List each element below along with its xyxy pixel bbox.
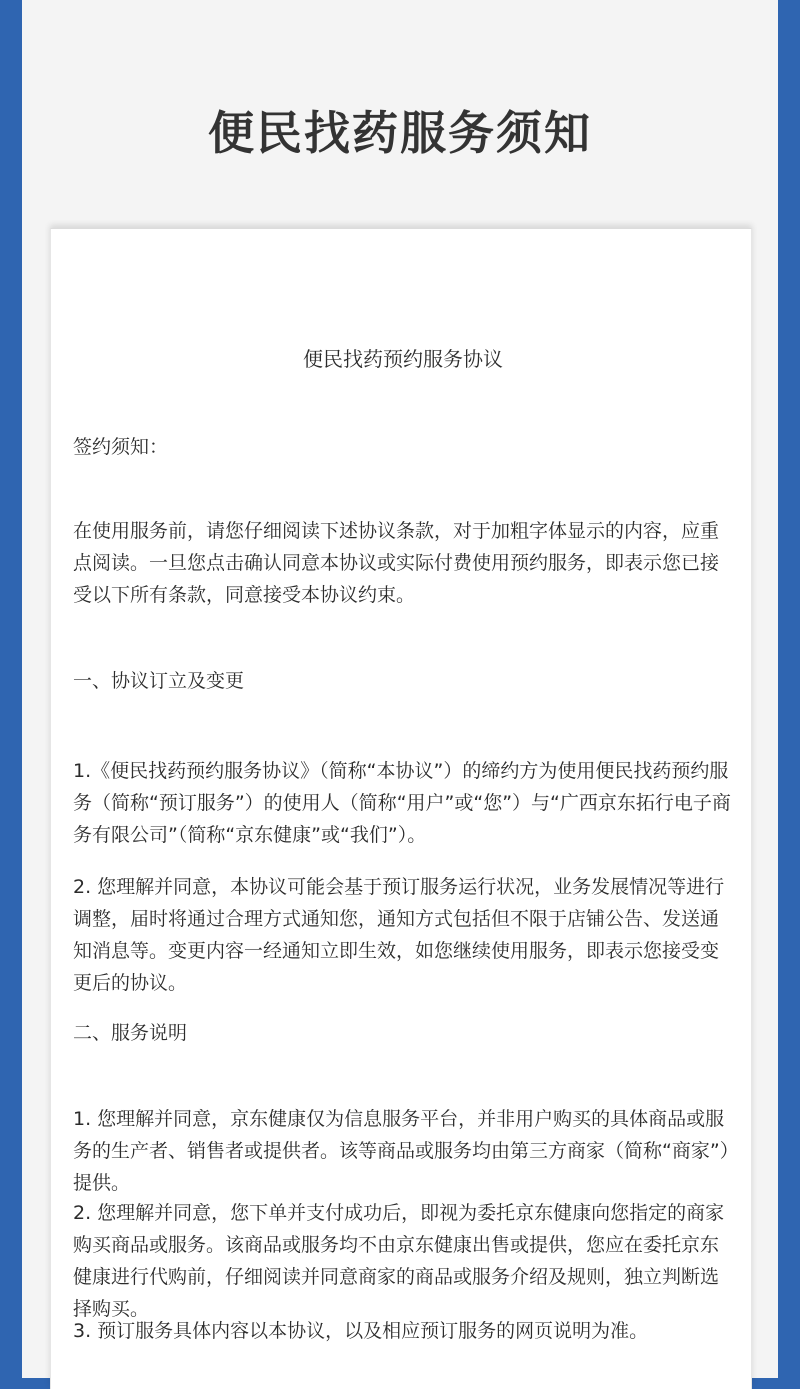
page-background bbox=[22, 0, 778, 1378]
clause-2-1: 1. 您理解并同意，京东健康仅为信息服务平台，并非用户购买的具体商品或服务的生产者、销售者或提供者。该等商品或服务均由第三方商家（简称“商家”）提供。 bbox=[73, 1108, 730, 1194]
section-heading-1: 一、协议订立及变更 bbox=[73, 670, 245, 692]
clause-2-2: 2. 您理解并同意，您下单并支付成功后，即视为委托京东健康向您指定的商家购买商品或服务。该商品或服务均不由京东健康出售或提供，您应在委托京东健康进行代购前，仔细阅读并同意商家的商品或服务介绍及规则，独立判断选择购买。 bbox=[73, 1202, 725, 1320]
clause-2-3: 3. 预订服务具体内容以本协议，以及相应预订服务的网页说明为准。 bbox=[73, 1320, 649, 1342]
agreement-title: 便民找药预约服务协议 bbox=[303, 347, 503, 371]
clause-1-2: 2. 您理解并同意，本协议可能会基于预订服务运行状况，业务发展情况等进行调整，届时将通过合理方式通知您，通知方式包括但不限于店铺公告、发送通知消息等。变更内容一经通知立即生效，如您继续使用服务，即表示您接受变更后的协议。 bbox=[73, 876, 725, 994]
header bbox=[22, 0, 778, 228]
intro-paragraph: 在使用服务前，请您仔细阅读下述协议条款，对于加粗字体显示的内容，应重点阅读。一旦您点击确认同意本协议或实际付费使用预约服务，即表示您已接受以下所有条款，同意接受本协议约束。 bbox=[73, 520, 720, 606]
page-title: 便民找药服务须知 bbox=[208, 106, 592, 160]
agreement-card bbox=[50, 228, 752, 1389]
section-heading-2: 二、服务说明 bbox=[73, 1022, 188, 1044]
clause-1-1: 1.《便民找药预约服务协议》（简称“本协议”）的缔约方为使用便民找药预约服务（简称“预订服务”）的使用人（简称“用户”或“您”）与“广西京东拓行电子商务有限公司”（简称“京东健康”或“我们”）。 bbox=[73, 760, 731, 846]
signing-notice-label: 签约须知： bbox=[73, 436, 169, 458]
